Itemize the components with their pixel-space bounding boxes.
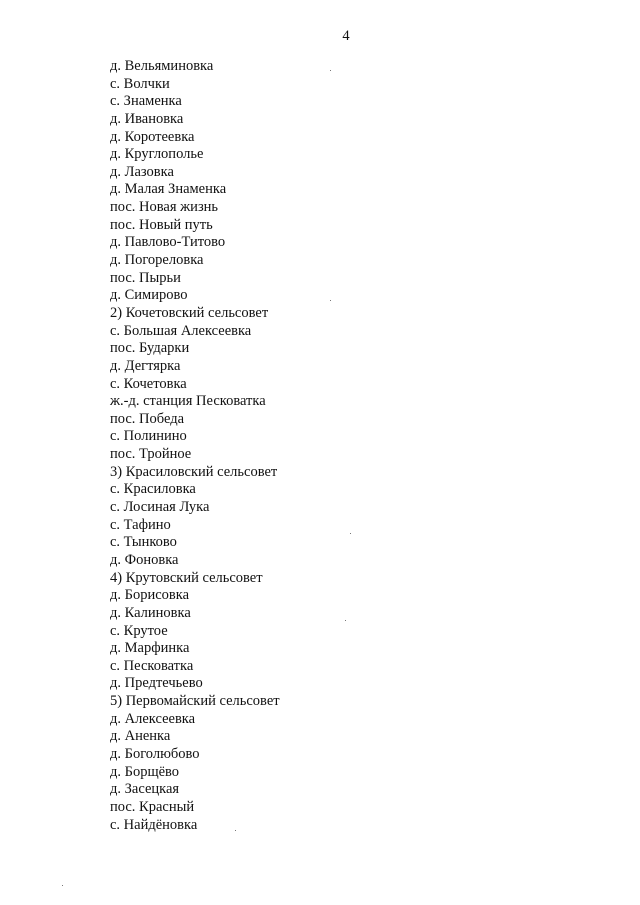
list-item: с. Красиловка [110,481,196,498]
list-item: д. Симирово [110,287,188,304]
list-item: д. Предтечьево [110,675,203,692]
list-item: д. Ивановка [110,110,184,127]
list-item: с. Большая Алексеевка [110,322,252,339]
scan-speck [330,70,331,71]
settlement-list [110,58,280,834]
list-item: д. Борисовка [110,587,190,604]
list-item: д. Павлово-Титово [110,234,226,251]
list-item: д. Малая Знаменка [110,181,227,198]
scan-speck [350,533,351,534]
list-item: д. Аненка [110,728,171,745]
list-item: с. Песковатка [110,657,194,674]
list-item: д. Погореловка [110,252,204,269]
list-item: пос. Пырьи [110,269,181,286]
scan-speck [330,300,331,301]
list-item: 5) Первомайский сельсовет [110,693,280,710]
list-item: пос. Победа [110,410,185,427]
list-item: д. Алексеевка [110,710,196,727]
list-item: с. Лосиная Лука [110,499,210,516]
list-item: с. Кочетовка [110,375,187,392]
list-item: пос. Красный [110,798,195,815]
list-item: с. Найдёновка [110,816,198,833]
list-item: пос. Новая жизнь [110,199,219,216]
list-item: пос. Бударки [110,340,190,357]
list-item: д. Лазовка [110,163,174,180]
list-item: с. Волчки [110,75,170,92]
list-item: д. Марфинка [110,640,190,657]
list-item: с. Знаменка [110,93,182,110]
scan-speck [345,620,346,621]
scan-speck [235,830,236,831]
list-item: д. Борщёво [110,763,180,780]
list-item: д. Калиновка [110,604,191,621]
list-item: д. Круглополье [110,146,204,163]
list-item: д. Фоновка [110,551,179,568]
list-item: с. Тафино [110,516,171,533]
list-item: д. Дегтярка [110,357,181,374]
list-item: с. Тынково [110,534,177,551]
list-item: д. Вельяминовка [110,58,214,74]
list-item: 2) Кочетовский сельсовет [110,304,269,321]
page-number: 4 [342,28,350,44]
list-item: пос. Новый путь [110,216,213,233]
list-item: пос. Тройное [110,446,192,463]
list-item: 4) Крутовский сельсовет [110,569,263,586]
list-item: д. Боголюбово [110,745,200,762]
list-item: д. Засецкая [110,781,180,798]
list-item: с. Полинино [110,428,187,445]
list-item: с. Крутое [110,622,168,639]
scan-speck [62,885,63,886]
list-item: 3) Красиловский сельсовет [110,463,278,480]
list-item: ж.-д. станция Песковатка [110,393,266,410]
list-item: д. Коротеевка [110,128,195,145]
